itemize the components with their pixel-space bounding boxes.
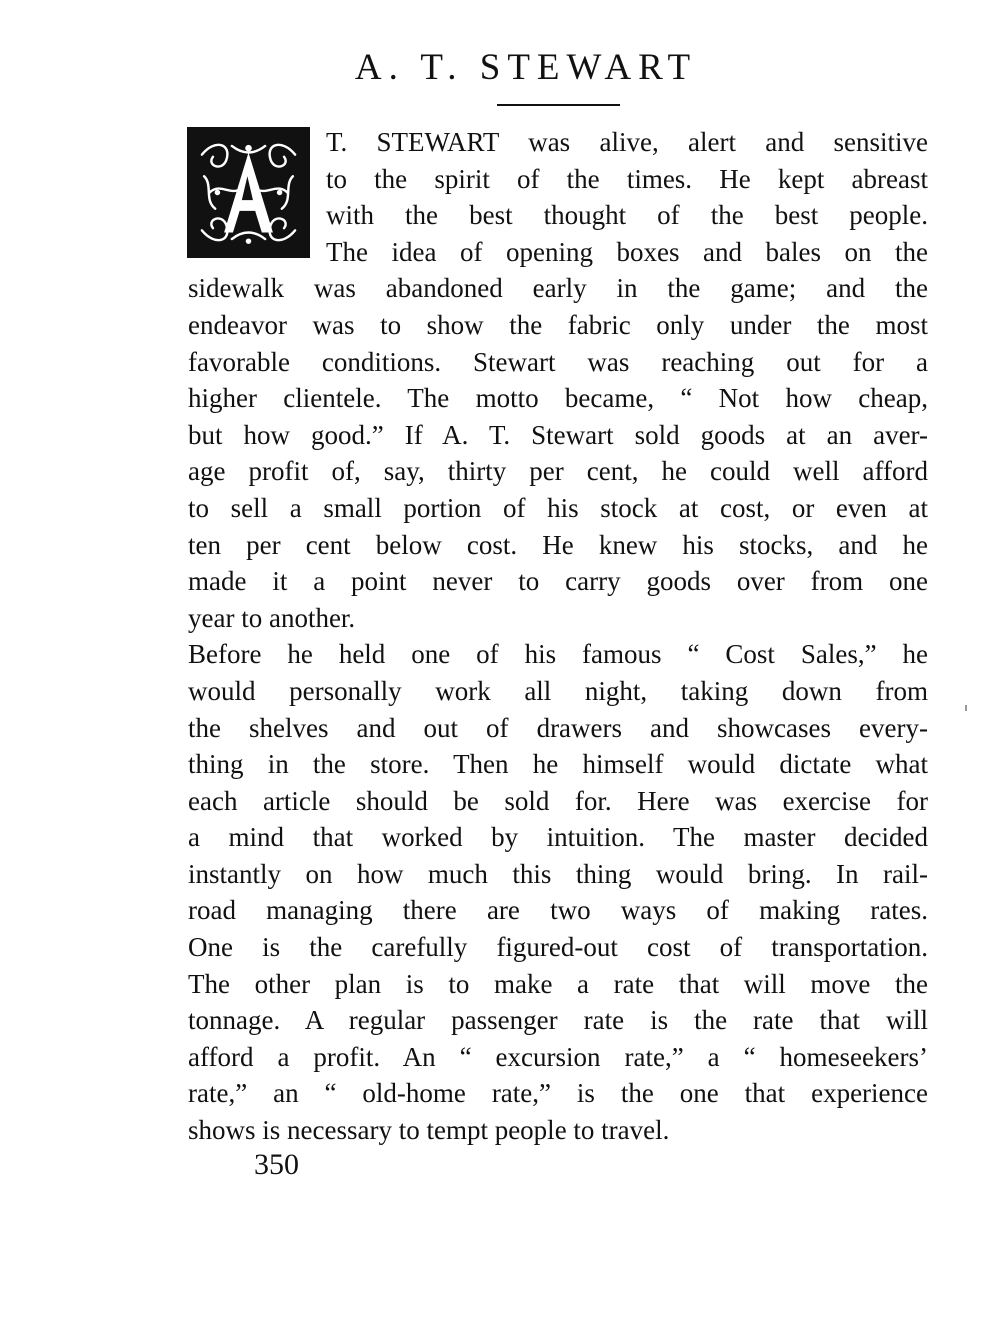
text-line: road managing there are two ways of making rates.	[188, 895, 928, 926]
text-line: with the best thought of the best people.	[326, 200, 928, 231]
text-line: to sell a small portion of his stock at cost, or even at	[188, 492, 928, 523]
text-line: made it a point never to carry goods over from one	[188, 566, 928, 597]
text-line: tonnage. A regular passenger rate is the rate that will	[188, 1005, 928, 1036]
text-line: to the spirit of the times. He kept abreast	[326, 163, 928, 194]
text-line: higher clientele. The motto became, “ Not how cheap,	[188, 383, 928, 414]
text-line: afford a profit. An “ excursion rate,” a “ homeseekers’	[188, 1041, 928, 1072]
text-line: rate,” an “ old-home rate,” is the one that experience	[188, 1078, 928, 1109]
text-line: a mind that worked by intuition. The master decided	[188, 822, 928, 853]
text-line: instantly on how much this thing would bring. In rail-	[188, 858, 928, 889]
text-line: age profit of, say, thirty per cent, he could well afford	[188, 456, 928, 487]
running-title: A. T. STEWART	[354, 47, 698, 88]
text-line: sidewalk was abandoned early in the game; and the	[188, 273, 928, 304]
text-line: ten per cent below cost. He knew his stocks, and he	[188, 529, 928, 560]
text-line: but how good.” If A. T. Stewart sold goods at an aver-	[188, 419, 928, 450]
text-line: the shelves and out of drawers and showcases every-	[188, 712, 928, 743]
text-line: The other plan is to make a rate that will move the	[188, 968, 928, 999]
text-line: endeavor was to show the fabric only under the most	[188, 309, 928, 340]
text-line: each article should be sold for. Here was exercise for	[188, 785, 928, 816]
text-line: year to another.	[188, 602, 356, 633]
title-rule	[497, 104, 620, 106]
text-line: Before he held one of his famous “ Cost Sales,” he	[188, 639, 928, 670]
text-line: favorable conditions. Stewart was reaching out for a	[188, 346, 928, 377]
body-text	[188, 124, 928, 1149]
text-line: shows is necessary to tempt people to travel.	[188, 1115, 670, 1146]
text-line: thing in the store. Then he himself would dictate what	[188, 749, 928, 780]
text-line: would personally work all night, taking down from	[188, 675, 928, 706]
text-line: The idea of opening boxes and bales on the	[326, 236, 928, 267]
text-line: T. STEWART was alive, alert and sensitive	[326, 127, 928, 157]
page-number: 350	[254, 1148, 299, 1181]
text-line: One is the carefully figured-out cost of transportation.	[188, 932, 928, 963]
margin-mark	[965, 705, 967, 711]
